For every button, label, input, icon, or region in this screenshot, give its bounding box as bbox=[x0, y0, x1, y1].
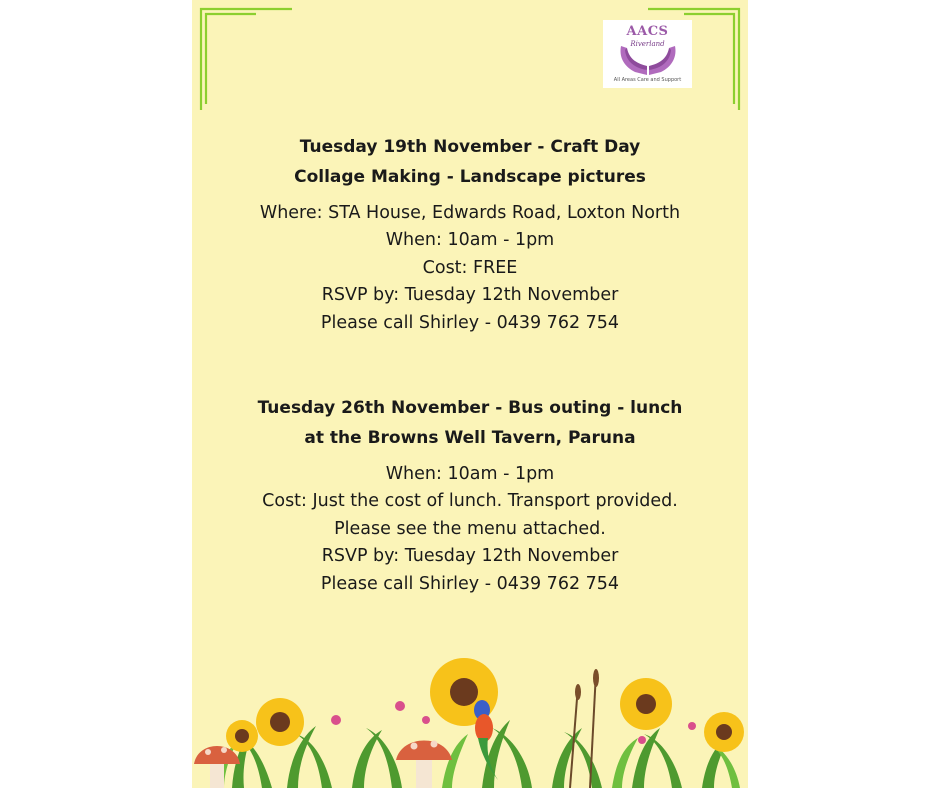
event-cost: Cost: Just the cost of lunch. Transport provided. bbox=[262, 491, 678, 512]
logo-name: AACS bbox=[626, 24, 669, 39]
event-location: Where: STA House, Edwards Road, Loxton North bbox=[259, 203, 681, 223]
event-details bbox=[192, 200, 748, 337]
aacs-logo bbox=[603, 20, 692, 88]
event-title bbox=[192, 132, 748, 192]
event-contact: Please call Shirley - 0439 762 754 bbox=[320, 312, 620, 333]
event-title-line: Collage Making - Landscape pictures bbox=[294, 167, 646, 187]
logo-region: Riverland bbox=[630, 40, 665, 48]
event-rsvp: RSVP by: Tuesday 12th November bbox=[321, 285, 619, 306]
garden-decoration bbox=[192, 640, 748, 788]
event-cost: Cost: FREE bbox=[422, 257, 518, 278]
event-contact: Please call Shirley - 0439 762 754 bbox=[320, 573, 620, 594]
event-menu-note: Please see the menu attached. bbox=[334, 518, 606, 539]
event-details bbox=[192, 461, 748, 598]
event-craft-day bbox=[192, 132, 748, 337]
event-title-line: at the Browns Well Tavern, Paruna bbox=[304, 428, 636, 448]
flyer bbox=[192, 0, 748, 788]
event-time: When: 10am - 1pm bbox=[385, 230, 555, 251]
event-time: When: 10am - 1pm bbox=[385, 464, 555, 484]
event-title-line: Tuesday 26th November - Bus outing - lunch bbox=[257, 398, 683, 418]
event-title bbox=[192, 393, 748, 453]
event-title-line: Tuesday 19th November - Craft Day bbox=[299, 137, 641, 157]
event-bus-outing bbox=[192, 393, 748, 598]
event-rsvp: RSVP by: Tuesday 12th November bbox=[321, 546, 619, 567]
hands-icon bbox=[617, 44, 679, 76]
logo-tagline: All Areas Care and Support bbox=[613, 77, 682, 83]
